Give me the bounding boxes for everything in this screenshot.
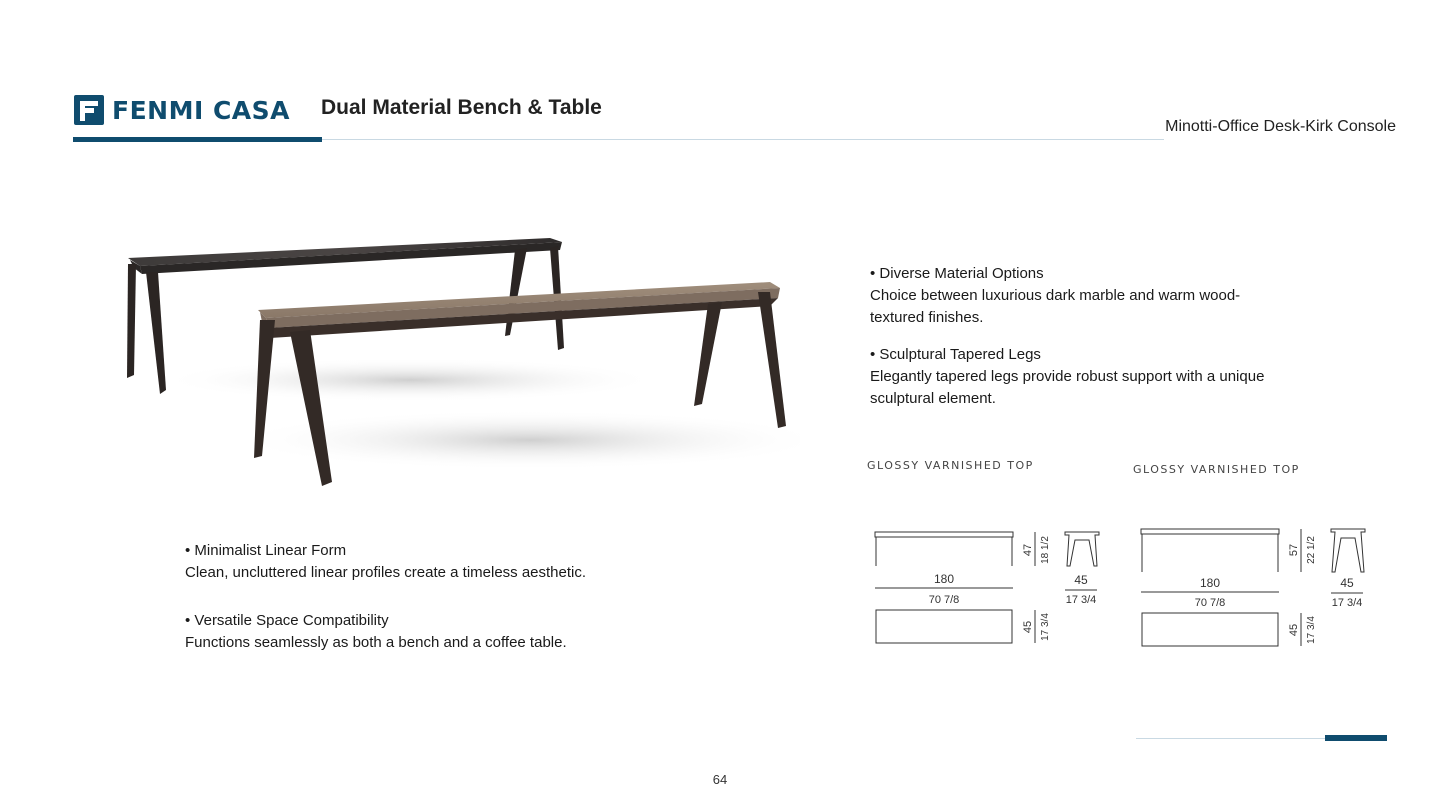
header-accent-rule [73, 137, 322, 142]
feature-body-line: textured finishes. [870, 309, 984, 326]
footer-accent-rule [1325, 735, 1387, 741]
product-image [110, 220, 800, 500]
height-cm: 57 [1288, 543, 1300, 557]
feature-body-line: Choice between luxurious dark marble and warm wood- [870, 287, 1241, 304]
logo-mark-icon [74, 95, 104, 125]
plan-depth-cm: 45 [1022, 620, 1034, 634]
footer-rule [1136, 738, 1326, 739]
brand-name: FENMI CASA [112, 95, 291, 125]
feature-body: Functions seamlessly as both a bench and a coffee table. [185, 634, 567, 651]
plan-depth-cm: 45 [1288, 623, 1300, 637]
feature-block-minimalist [185, 540, 635, 584]
feature-title: • Minimalist Linear Form [185, 542, 347, 559]
header-rule [322, 139, 1164, 140]
feature-block-versatile [185, 610, 635, 654]
length-cm: 180 [933, 572, 955, 586]
page-subtitle: Minotti-Office Desk-Kirk Console [1165, 118, 1396, 135]
height-in: 22 1/2 [1306, 536, 1317, 564]
page-title: Dual Material Bench & Table [321, 96, 602, 119]
diagram-label: GLOSSY VARNISHED TOP [867, 459, 1034, 472]
feature-block-materials [870, 263, 1320, 329]
dimension-diagram [1131, 520, 1381, 650]
diagram-label: GLOSSY VARNISHED TOP [1133, 463, 1300, 476]
feature-body-line: sculptural element. [870, 390, 996, 407]
depth-cm: 45 [1074, 573, 1088, 587]
depth-in: 17 3/4 [1065, 594, 1097, 606]
feature-block-legs [870, 344, 1320, 410]
depth-in: 17 3/4 [1331, 597, 1363, 609]
length-cm: 180 [1199, 576, 1221, 590]
height-in: 18 1/2 [1040, 536, 1051, 564]
feature-body: Clean, uncluttered linear profiles create a timeless aesthetic. [185, 564, 587, 581]
height-cm: 47 [1022, 543, 1034, 557]
feature-body-line: Elegantly tapered legs provide robust support with a unique [870, 368, 1265, 385]
page-number: 64 [712, 772, 728, 787]
dimension-diagram [865, 520, 1115, 650]
plan-depth-in: 17 3/4 [1040, 613, 1051, 641]
feature-title: • Versatile Space Compatibility [185, 612, 389, 629]
depth-cm: 45 [1340, 576, 1354, 590]
length-in: 70 7/8 [1194, 597, 1226, 609]
feature-title: • Diverse Material Options [870, 265, 1044, 282]
plan-depth-in: 17 3/4 [1306, 616, 1317, 644]
brand-logo [74, 94, 290, 126]
length-in: 70 7/8 [928, 594, 960, 606]
feature-title: • Sculptural Tapered Legs [870, 346, 1041, 363]
